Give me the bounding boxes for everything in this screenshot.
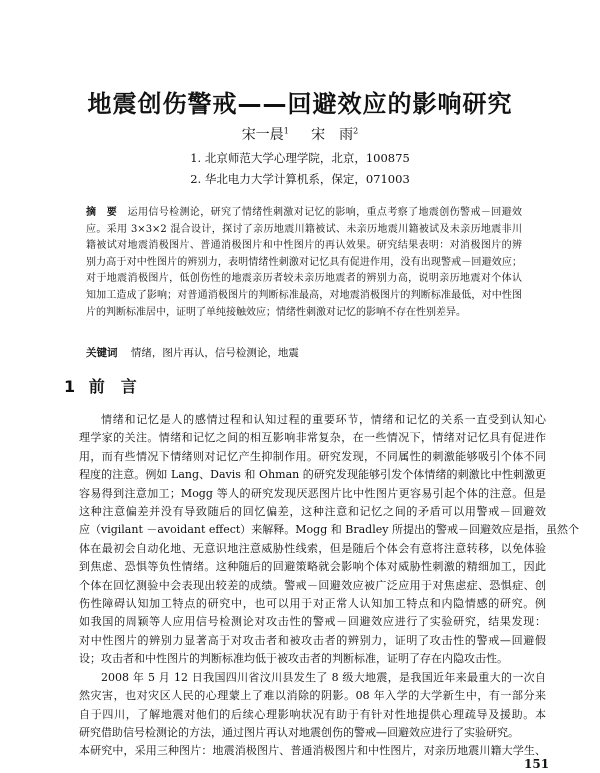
body-line: 伤性障碍认知加工特点的研究中，也可以用于对正常人认知加工特点和内隐情感的研究。例 [79,597,546,611]
section-number: 1 [64,377,76,396]
abstract-line: 片的判断标准居中，证明了单纯接触效应；情绪性刺激对记忆的影响不存在性别差异。 [86,306,466,318]
body-line: 容易得到注意加工；Mogg 等人的研究发现厌恶图片比中性图片更容易引起个体的注意。但是 [79,486,546,500]
body-text [79,411,579,761]
abstract-line [86,205,522,222]
body-line: 体在最初会自动化地、无意识地注意威胁性线索，但是随后个体会有意将注意转移，以免体验 [79,541,546,555]
body-line: 用，而有些情况下情绪则对记忆产生抑制作用。研究发现，不同属性的刺激能够吸引个体不同 [79,449,546,463]
abstract-line: 别力高于对中性图片的辨别力，表明情绪性刺激对记忆具有促进作用，没有出现警戒－回避效应； [86,256,522,268]
body-line: 研究借助信号检测论的方法，通过图片再认对地震创伤的警戒—回避效应进行了实验研究。 [79,725,519,739]
abstract-line: 对于地震消极图片，低创伤性的地震亲历者较未亲历地震者的辨别力高，说明亲历地震对个体认 [86,273,522,285]
body-line: 如我国的周颖等人应用信号检测论对攻击性的警戒－回避效应进行了实验研究，结果发现： [79,615,546,629]
authors [0,124,600,144]
abstract-label: 摘 要 [86,207,118,218]
body-line: 理学家的关注。情绪和记忆之间的相互影响非常复杂，在一些情况下，情绪对记忆具有促进作 [79,431,546,445]
abstract-line-text: 运用信号检测论，研究了情绪性刺激对记忆的影响，重点考察了地震创伤警戒－回避效 [127,207,523,218]
abstract-line: 籍被试对地震消极图片、普通消极图片和中性图片的再认效果。研究结果表明：对消极图片的辨 [86,240,522,252]
body-line: 2008 年 5 月 12 日我国四川省汶川县发生了 8 级大地震，是我国近年来最重大的一次自 [101,670,546,684]
body-line: 然灾害，也对灾区人民的心理蒙上了难以消除的阴影。08 年入学的大学新生中，有一部分来 [79,689,546,703]
section-heading [64,374,137,397]
affiliation: 1. 北京师范大学心理学院，北京，100875 [190,151,410,165]
keywords [86,345,299,360]
section-title: 前 言 [88,377,137,396]
body-line: 应（vigilant －avoidant effect）来解释。Mogg 和 Bradley 所提出的警戒－回避效应是指，虽然个 [79,523,579,537]
author-affil-mark: 1 [283,126,289,136]
body-line: 个体在回忆测验中会表现出较差的成绩。警戒－回避效应被广泛应用于对焦虑症、恐惧症、创 [79,578,546,592]
author-name: 宋一晨 [241,127,284,143]
abstract [86,205,522,321]
body-line: 设；攻击者和中性图片的判断标准均低于被攻击者的判断标准，证明了存在内隐攻击性。 [79,652,508,666]
affiliation: 2. 华北电力大学计算机系，保定，071003 [190,172,410,186]
author-name: 宋 雨 [311,127,354,143]
keywords-text: 情绪，图片再认，信号检测论，地震 [130,347,299,359]
body-line: 对中性图片的辨别力显著高于对攻击者和被攻击者的辨别力，证明了攻击性的警戒—回避假 [79,633,546,647]
body-line: 情绪和记忆是人的感情过程和认知过程的重要环节，情绪和记忆的关系一直受到认知心 [101,413,546,426]
paper-title: 地震创伤警戒——回避效应的影响研究 [87,90,513,118]
page-number: 151 [524,757,550,771]
abstract-line: 应。采用 3×3×2 混合设计，探讨了亲历地震川籍被试、未亲历地震川籍被试及未亲历地震非川 [86,223,522,235]
body-line: 到焦虑、恐惧等负性情绪。这种随后的回避策略就会影响个体对威胁性刺激的精细加工，因此 [79,560,546,574]
abstract-line: 知加工造成了影响；对普通消极图片的判断标准最高，对地震消极图片的判断标准最低，对中性图 [86,289,522,301]
body-line: 这种注意偏差并没有导致随后的回忆偏差，这种注意和记忆之间的矛盾可以用警戒－回避效 [79,505,546,519]
body-line: 本研究中，采用三种图片：地震消极图片、普通消极图片和中性图片，对亲历地震川籍大学生、 [79,744,546,758]
body-line: 自于四川，了解地震对他们的后续心理影响状况有助于有针对性地提供心理疏导及援助。本 [79,707,546,721]
keywords-label: 关键词 [86,347,118,359]
body-line: 程度的注意。例如 Lang、Davis 和 Ohman 的研究发现能够引发个体情绪的刺激比中性刺激更 [79,468,546,482]
author-affil-mark: 2 [353,126,359,136]
